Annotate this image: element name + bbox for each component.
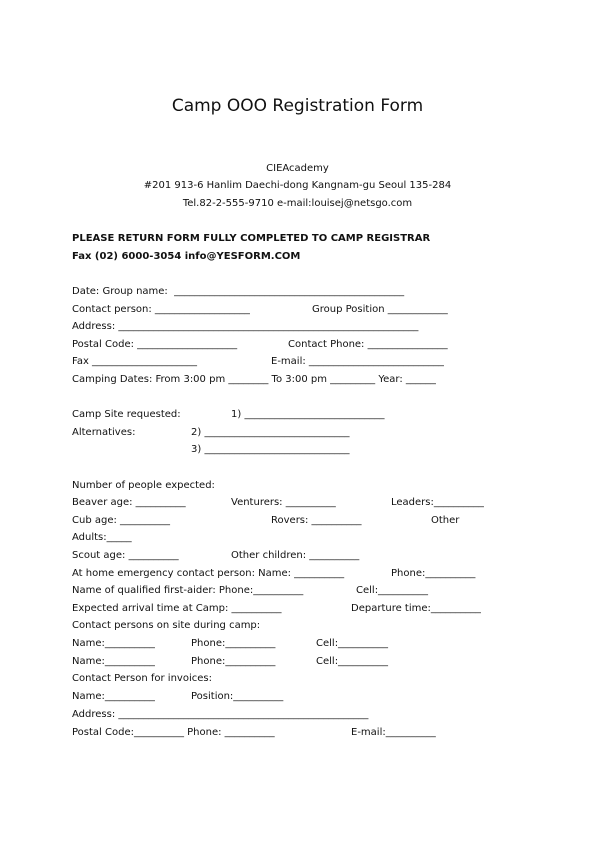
on-site-phone-2-field[interactable]: Phone:__________ (191, 656, 276, 667)
site-1-field[interactable]: 1) ____________________________ (231, 409, 385, 420)
invoice-email-field[interactable]: E-mail:__________ (351, 727, 436, 738)
adults-field[interactable]: Adults:_____ (72, 532, 132, 543)
invoice-contact-label: Contact Person for invoices: (72, 673, 212, 684)
fax-notice: Fax (02) 6000-3054 info@YESFORM.COM (72, 251, 301, 262)
on-site-cell-1-field[interactable]: Cell:__________ (316, 638, 389, 649)
on-site-name-1-field[interactable]: Name:__________ (72, 638, 155, 649)
contact-phone-field[interactable]: Contact Phone: ________________ (288, 339, 448, 350)
cub-age-field[interactable]: Cub age: __________ (72, 515, 171, 526)
date-group-field[interactable]: Date: Group name: ______________________________________________ (72, 286, 405, 297)
departure-time-field[interactable]: Departure time:__________ (351, 603, 481, 614)
email-field[interactable]: E-mail: ___________________________ (271, 356, 444, 367)
address-field[interactable]: Address: ____________________________________________________________ (72, 321, 419, 332)
alternatives-label: Alternatives: (72, 427, 136, 438)
return-notice: PLEASE RETURN FORM FULLY COMPLETED TO CAMP REGISTRAR (72, 233, 431, 244)
alternative-3-field[interactable]: 3) _____________________________ (191, 444, 350, 455)
scout-age-field[interactable]: Scout age: __________ (72, 550, 179, 561)
on-site-phone-1-field[interactable]: Phone:__________ (191, 638, 276, 649)
camping-dates-field[interactable]: Camping Dates: From 3:00 pm ________ To 3:00 pm _________ Year: ______ (72, 374, 436, 385)
other-label: Other (431, 515, 460, 526)
arrival-time-field[interactable]: Expected arrival time at Camp: __________ (72, 603, 282, 614)
emergency-phone-field[interactable]: Phone:__________ (391, 568, 476, 579)
invoice-name-field[interactable]: Name:__________ (72, 691, 155, 702)
group-position-field[interactable]: Group Position ____________ (312, 304, 448, 315)
org-name: CIEAcademy (266, 163, 329, 174)
leaders-field[interactable]: Leaders:__________ (391, 497, 484, 508)
page-title: Camp OOO Registration Form (171, 96, 424, 116)
first-aider-cell-field[interactable]: Cell:__________ (356, 585, 429, 596)
rovers-field[interactable]: Rovers: __________ (271, 515, 362, 526)
org-contact: Tel.82-2-555-9710 e-mail:louisej@netsgo.com (182, 198, 413, 209)
fax-field[interactable]: Fax _____________________ (72, 356, 198, 367)
venturers-field[interactable]: Venturers: __________ (231, 497, 336, 508)
other-children-field[interactable]: Other children: __________ (231, 550, 360, 561)
alternative-2-field[interactable]: 2) _____________________________ (191, 427, 350, 438)
beaver-age-field[interactable]: Beaver age: __________ (72, 497, 186, 508)
on-site-cell-2-field[interactable]: Cell:__________ (316, 656, 389, 667)
on-site-contacts-label: Contact persons on site during camp: (72, 620, 261, 631)
org-address: #201 913-6 Hanlim Daechi-dong Kangnam-gu Seoul 135-284 (143, 180, 452, 191)
people-expected-label: Number of people expected: (72, 480, 215, 491)
invoice-address-field[interactable]: Address: __________________________________________________ (72, 709, 369, 720)
site-requested-label: Camp Site requested: (72, 409, 181, 420)
first-aider-field[interactable]: Name of qualified first-aider: Phone:__________ (72, 585, 304, 596)
emergency-contact-field[interactable]: At home emergency contact person: Name: __________ (72, 568, 345, 579)
invoice-postal-phone-field[interactable]: Postal Code:__________ Phone: __________ (72, 727, 275, 738)
invoice-position-field[interactable]: Position:__________ (191, 691, 284, 702)
contact-person-field[interactable]: Contact person: ___________________ (72, 304, 250, 315)
postal-code-field[interactable]: Postal Code: ____________________ (72, 339, 238, 350)
on-site-name-2-field[interactable]: Name:__________ (72, 656, 155, 667)
